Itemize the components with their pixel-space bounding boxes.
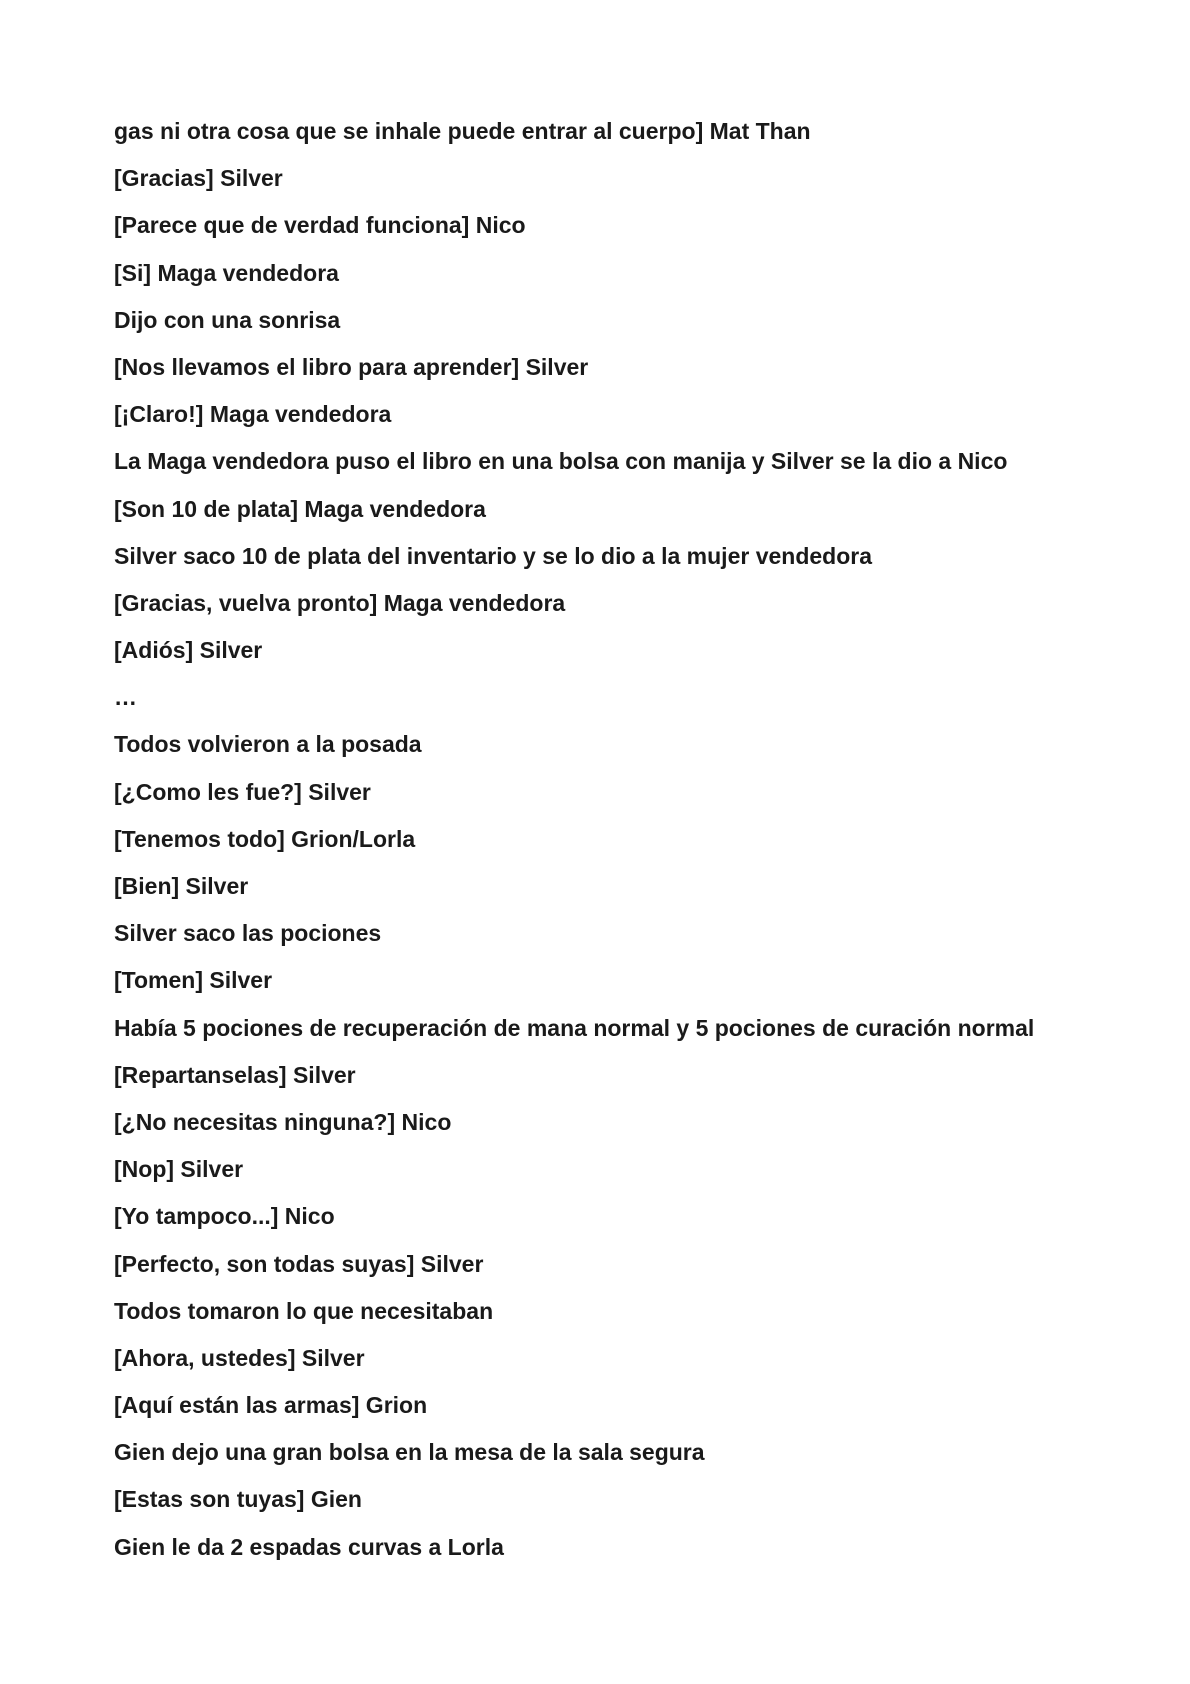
text-line: [Gracias] Silver bbox=[114, 165, 283, 192]
text-line: [Tenemos todo] Grion/Lorla bbox=[114, 825, 416, 852]
text-line: [Parece que de verdad funciona] Nico bbox=[114, 212, 526, 239]
text-line: Silver saco las pociones bbox=[114, 920, 382, 947]
text-line: Gien dejo una gran bolsa en la mesa de la sala segura bbox=[114, 1439, 705, 1466]
text-line: Dijo con una sonrisa bbox=[114, 306, 341, 333]
text-body bbox=[114, 108, 1154, 1571]
text-line: Todos volvieron a la posada bbox=[114, 731, 422, 758]
text-line: [Perfecto, son todas suyas] Silver bbox=[114, 1250, 484, 1277]
text-line: Todos tomaron lo que necesitaban bbox=[114, 1297, 494, 1324]
text-line: [¿Como les fue?] Silver bbox=[114, 778, 371, 805]
text-line: [Tomen] Silver bbox=[114, 967, 273, 994]
text-line: Había 5 pociones de recuperación de mana normal y 5 pociones de curación normal bbox=[114, 1014, 1035, 1041]
text-line: gas ni otra cosa que se inhale puede entrar al cuerpo] Mat Than bbox=[114, 118, 811, 144]
text-line: [¡Claro!] Maga vendedora bbox=[114, 401, 392, 428]
text-line: [Repartanselas] Silver bbox=[114, 1061, 356, 1088]
text-line: [¿No necesitas ninguna?] Nico bbox=[114, 1108, 452, 1135]
text-line: [Adiós] Silver bbox=[114, 637, 263, 664]
text-line: [Nop] Silver bbox=[114, 1156, 244, 1183]
text-line: [Si] Maga vendedora bbox=[114, 259, 339, 286]
text-line: [Bien] Silver bbox=[114, 873, 249, 899]
text-line: … bbox=[114, 684, 137, 711]
text-line: [Ahora, ustedes] Silver bbox=[114, 1344, 365, 1371]
text-line: [Nos llevamos el libro para aprender] Silver bbox=[114, 353, 589, 380]
text-line: [Yo tampoco...] Nico bbox=[114, 1203, 335, 1230]
text-line: [Estas son tuyas] Gien bbox=[114, 1486, 362, 1513]
text-line: La Maga vendedora puso el libro en una bolsa con manija y Silver se la dio a Nico bbox=[114, 448, 1008, 475]
text-line: [Son 10 de plata] Maga vendedora bbox=[114, 495, 486, 522]
text-line: Gien le da 2 espadas curvas a Lorla bbox=[114, 1533, 504, 1560]
text-line: [Gracias, vuelva pronto] Maga vendedora bbox=[114, 589, 566, 616]
text-line: Silver saco 10 de plata del inventario y se lo dio a la mujer vendedora bbox=[114, 542, 873, 569]
text-line: [Aquí están las armas] Grion bbox=[114, 1392, 428, 1419]
